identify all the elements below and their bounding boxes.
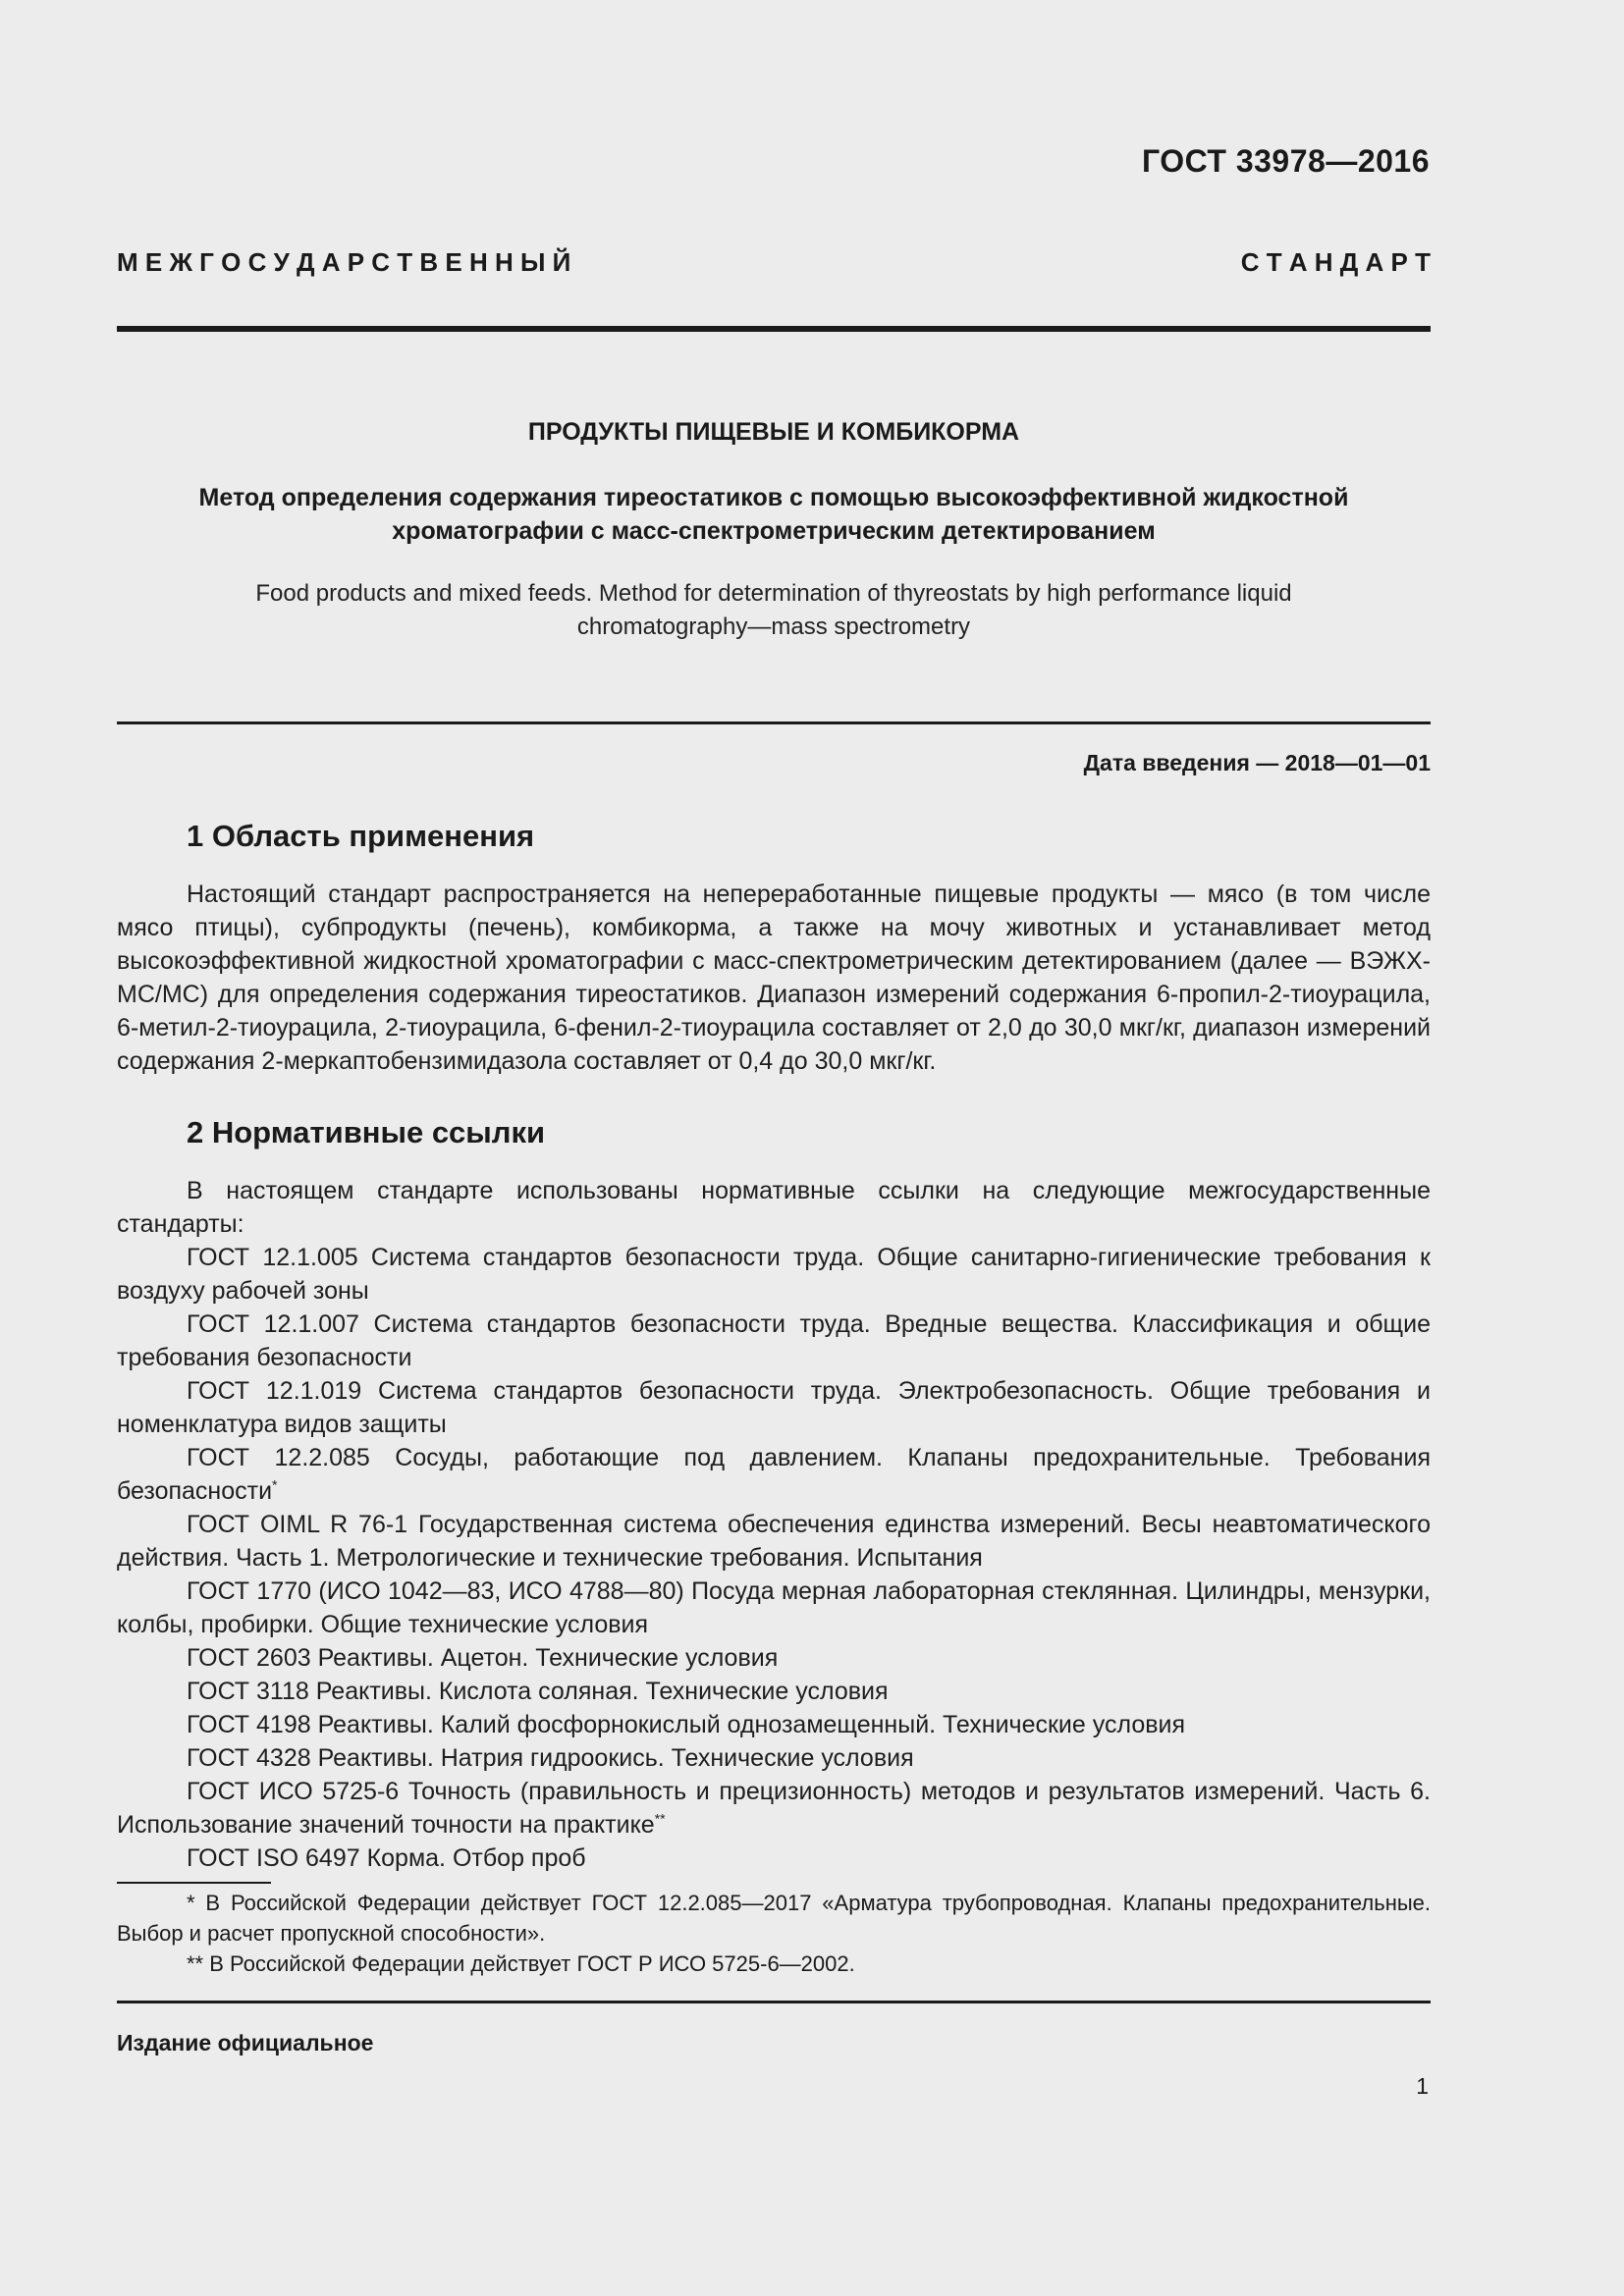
reference-item: ГОСТ 1770 (ИСО 1042—83, ИСО 4788—80) Посуда мерная лабораторная стеклянная. Цилиндры, мензурки, колбы, пробирки. Общие технические условия bbox=[117, 1577, 1431, 1638]
standard-banner bbox=[117, 247, 1431, 278]
reference-item: ГОСТ OIML R 76-1 Государственная система обеспечения единства измерений. Весы неавтоматического действия. Часть 1. Метрологические и технические требования. Испытания bbox=[117, 1511, 1431, 1572]
references-intro: В настоящем стандарте использованы нормативные ссылки на следующие межгосударственные стандарты: bbox=[117, 1177, 1431, 1238]
english-title-line: Food products and mixed feeds. Method for determination of thyreostats by high performance liquid bbox=[255, 580, 1292, 607]
footnote-separator bbox=[117, 1882, 271, 1884]
document-id: ГОСТ 33978—2016 bbox=[1141, 143, 1430, 179]
reference-item: ГОСТ ИСО 5725-6 Точность (правильность и прецизионность) методов и результатов измерений. Часть 6. Использование значений точности на практике** bbox=[117, 1778, 1431, 1839]
footnote: * В Российской Федерации действует ГОСТ 12.2.085—2017 «Арматура трубопроводная. Клапаны предохранительные. Выбор и расчет пропускной способности». bbox=[117, 1891, 1431, 1946]
scope-paragraph: Настоящий стандарт распространяется на непереработанные пищевые продукты — мясо (в том числе мясо птицы), субпродукты (печень), комбикорма, а также на мочу животных и устанавливает метод высокоэффективной жидкостной хроматографии с масс-спектрометрическим детектированием (далее — ВЭЖХ-МС/МС) для определения содержания тиреостатиков. Диапазон измерений содержания 6-пропил-2-тиоурацила, 6-метил-2-тиоурацила, 2-тиоурацила, 6-фенил-2-тиоурацила составляет от 2,0 до 30,0 мкг/кг, диапазон измерений содержания 2-меркаптобензимидазола составляет от 0,4 до 30,0 мкг/кг. bbox=[117, 881, 1431, 1075]
footnote-marker: * bbox=[272, 1476, 278, 1493]
footnotes bbox=[117, 1888, 1431, 1979]
reference-item: ГОСТ 2603 Реактивы. Ацетон. Технические условия bbox=[187, 1644, 779, 1672]
reference-item: ГОСТ 12.1.019 Система стандартов безопасности труда. Электробезопасность. Общие требования и номенклатура видов защиты bbox=[117, 1377, 1431, 1438]
banner-interstate: М Е Ж Г О С У Д А Р С Т В Е Н Н Ы Й bbox=[117, 247, 571, 277]
reference-item: ГОСТ 3118 Реактивы. Кислота соляная. Технические условия bbox=[187, 1678, 889, 1705]
reference-item: ГОСТ 12.1.005 Система стандартов безопасности труда. Общие санитарно-гигиенические требования к воздуху рабочей зоны bbox=[117, 1244, 1431, 1305]
reference-item: ГОСТ 12.1.007 Система стандартов безопасности труда. Вредные вещества. Классификация и общие требования безопасности bbox=[117, 1310, 1431, 1371]
reference-item: ГОСТ ISO 6497 Корма. Отбор проб bbox=[187, 1844, 586, 1872]
document-title: ПРОДУКТЫ ПИЩЕВЫЕ И КОМБИКОРМА bbox=[527, 418, 1020, 446]
introduction-date: Дата введения — 2018—01—01 bbox=[1083, 750, 1431, 775]
section-2-body bbox=[117, 1174, 1431, 1875]
section-1-body bbox=[117, 878, 1431, 1078]
reference-item: ГОСТ 4328 Реактивы. Натрия гидроокись. Технические условия bbox=[187, 1744, 914, 1772]
document-subtitle bbox=[117, 481, 1431, 548]
subtitle-line: хроматографии с масс-спектрометрическим детектированием bbox=[392, 517, 1156, 545]
page-number: 1 bbox=[1416, 2073, 1429, 2099]
reference-item: ГОСТ 4198 Реактивы. Калий фосфорнокислый однозамещенный. Технические условия bbox=[187, 1711, 1186, 1738]
english-title-line: chromatography—mass spectrometry bbox=[576, 614, 971, 640]
banner-standard: С Т А Н Д А Р Т bbox=[1240, 247, 1431, 277]
subtitle-line: Метод определения содержания тиреостатиков с помощью высокоэффективной жидкостной bbox=[198, 484, 1349, 511]
official-edition-label: Издание официальное bbox=[117, 2030, 374, 2056]
footnote: ** В Российской Федерации действует ГОСТ Р ИСО 5725-6—2002. bbox=[187, 1951, 855, 1976]
header-rule bbox=[117, 326, 1431, 332]
section-2-heading: 2 Нормативные ссылки bbox=[187, 1115, 546, 1149]
footnote-marker: ** bbox=[654, 1810, 666, 1827]
reference-item: ГОСТ 12.2.085 Сосуды, работающие под давлением. Клапаны предохранительные. Требования безопасности* bbox=[117, 1444, 1431, 1505]
footer-rule bbox=[117, 2001, 1431, 2003]
english-title bbox=[117, 577, 1431, 644]
section-1-heading: 1 Область применения bbox=[187, 819, 535, 853]
title-rule bbox=[117, 721, 1431, 724]
